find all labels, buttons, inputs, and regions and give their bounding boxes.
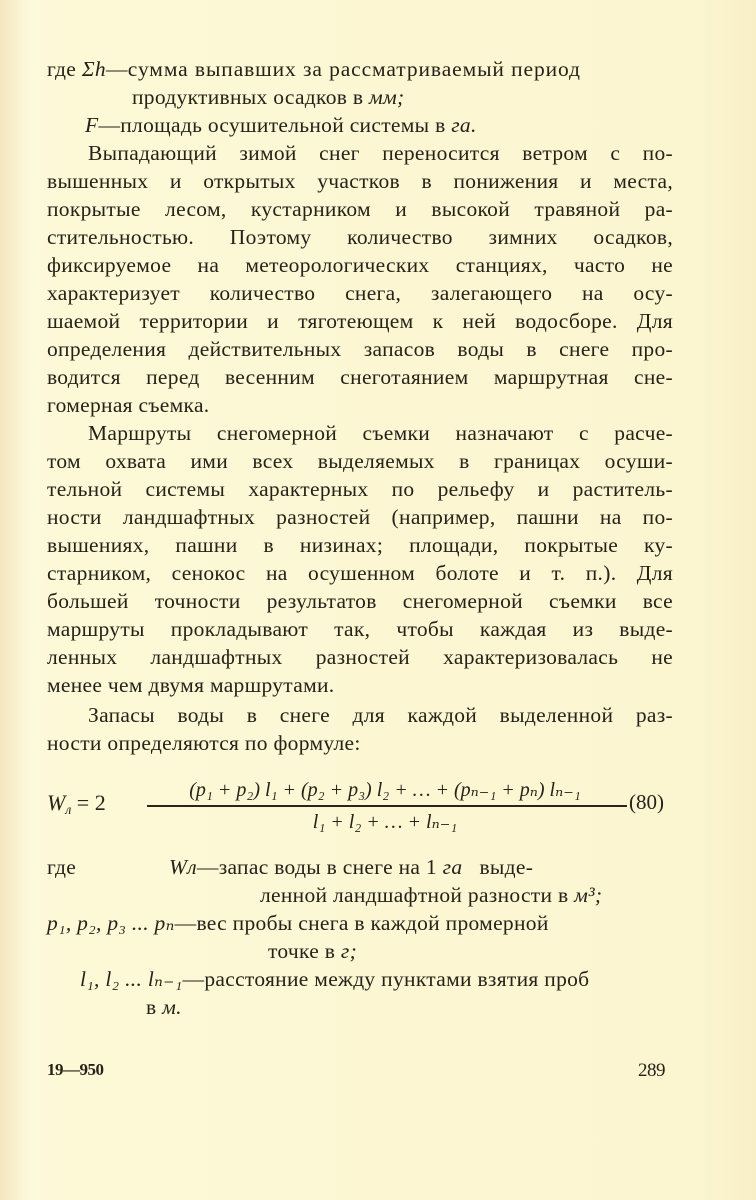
- unit: га.: [451, 113, 477, 137]
- definition-l: [80, 965, 680, 993]
- definition-W: [47, 853, 76, 881]
- definition-text: площадь осушительной системы в: [120, 113, 446, 137]
- definition-text: ленной ландшафтной разности в: [260, 883, 569, 907]
- text-line: большей точности результатов снегомерной съемки все: [47, 589, 673, 613]
- text-line: том охвата ими всех выделяемых в границах осуши-: [47, 449, 673, 473]
- text-line: определения действительных запасов воды в снеге про-: [47, 337, 673, 361]
- text-line: ности ландшафтных разностей (например, пашни на по-: [47, 505, 673, 529]
- text-line: тельной системы характерных по рельефу и раститель-: [47, 477, 673, 501]
- definition-text: точке в: [268, 939, 336, 963]
- formula-80: [47, 777, 687, 847]
- text-line: ленных ландшафтных разностей характеризовалась не: [47, 645, 673, 669]
- definition-sum-h: [47, 55, 673, 83]
- definition-text: вес пробы снега в каждой промерной: [196, 911, 549, 935]
- definition-p-continuation: [268, 937, 357, 965]
- coefficient: 2: [94, 790, 106, 815]
- dash: —: [182, 967, 205, 991]
- text-line: менее чем двумя маршрутами.: [47, 673, 335, 697]
- text-line: водится перед весенним снеготаянием маршрутная сне-: [47, 365, 673, 389]
- text-line: старником, сенокос на осушенном болоте и т. п.). Для: [47, 561, 673, 585]
- fraction-bar: [147, 805, 627, 807]
- definition-text: расстояние между пунктами взятия проб: [204, 967, 590, 991]
- dash: —: [105, 57, 128, 81]
- definition-p: [47, 909, 673, 937]
- dash: —: [174, 911, 197, 935]
- text-line: фиксируемое на метеорологических станциях, часто не: [47, 253, 673, 277]
- dash: —: [98, 113, 121, 137]
- definition-text: запас воды в снеге на 1: [218, 855, 437, 879]
- unit: мм;: [369, 85, 405, 109]
- definition-text: выде-: [479, 855, 534, 879]
- unit: м³;: [574, 883, 603, 907]
- numerator: (p₁ + p₂) l₁ + (p₂ + p₃) l₂ + … + (pₙ₋₁ + pₙ) lₙ₋₁: [189, 779, 581, 801]
- denominator: l₁ + l₂ + … + lₙ₋₁: [312, 811, 458, 833]
- text-line: шаемой территории и тяготеющем к ней водосборе. Для: [47, 309, 673, 333]
- printer-signature: 19—950: [47, 1060, 104, 1079]
- text-line: вышенных и открытых участков в понижения и места,: [47, 169, 673, 193]
- equation-number: (80): [629, 790, 664, 814]
- definition-sum-h-continuation: [132, 83, 405, 111]
- text-line: Маршруты снегомерной съемки назначают с расче-: [88, 421, 673, 445]
- definition-text: продуктивных осадков в: [132, 85, 364, 109]
- where-label: где: [47, 57, 77, 81]
- definition-text: сумма выпавших за рассматриваемый период: [127, 57, 581, 81]
- symbol-W: W: [47, 790, 66, 815]
- formula-lhs: [47, 790, 106, 816]
- definition-W-continuation: [260, 881, 602, 909]
- text-line: Запасы воды в снеге для каждой выделенной раз-: [88, 703, 673, 727]
- subscript: л: [65, 802, 72, 818]
- symbol-W-l: Wл: [169, 855, 197, 879]
- text-line: покрытые лесом, кустарником и высокой травяной ра-: [47, 197, 673, 221]
- unit: г;: [340, 939, 358, 963]
- symbol-F: F: [85, 113, 99, 137]
- dash: —: [196, 855, 219, 879]
- text-line: характеризует количество снега, залегающего на осу-: [47, 281, 673, 305]
- text-line: ности определяются по формуле:: [47, 731, 361, 755]
- definition-text: в: [146, 995, 157, 1019]
- symbol-p-series: p₁, p₂, p₃ ... pₙ: [47, 911, 175, 935]
- text-line: Выпадающий зимой снег переносится ветром с по-: [88, 141, 673, 165]
- definition-F: [85, 111, 477, 139]
- text-line: гомерная съемка.: [47, 393, 210, 417]
- unit: га: [442, 855, 463, 879]
- where-label: где: [47, 855, 77, 879]
- page-number: 289: [638, 1060, 665, 1081]
- text-line: стительностью. Поэтому количество зимних осадков,: [47, 225, 673, 249]
- equals-sign: =: [76, 790, 90, 815]
- unit: м.: [162, 995, 182, 1019]
- definition-l-continuation: [146, 993, 182, 1021]
- text-line: маршруты прокладывают так, чтобы каждая из выде-: [47, 617, 673, 641]
- symbol-l-series: l₁, l₂ ... lₙ₋₁: [80, 967, 183, 991]
- text-line: вышениях, пашни в низинах; площади, покрытые ку-: [47, 533, 673, 557]
- definition-W-text: [169, 853, 673, 881]
- symbol-sum-h: Σh: [81, 57, 106, 81]
